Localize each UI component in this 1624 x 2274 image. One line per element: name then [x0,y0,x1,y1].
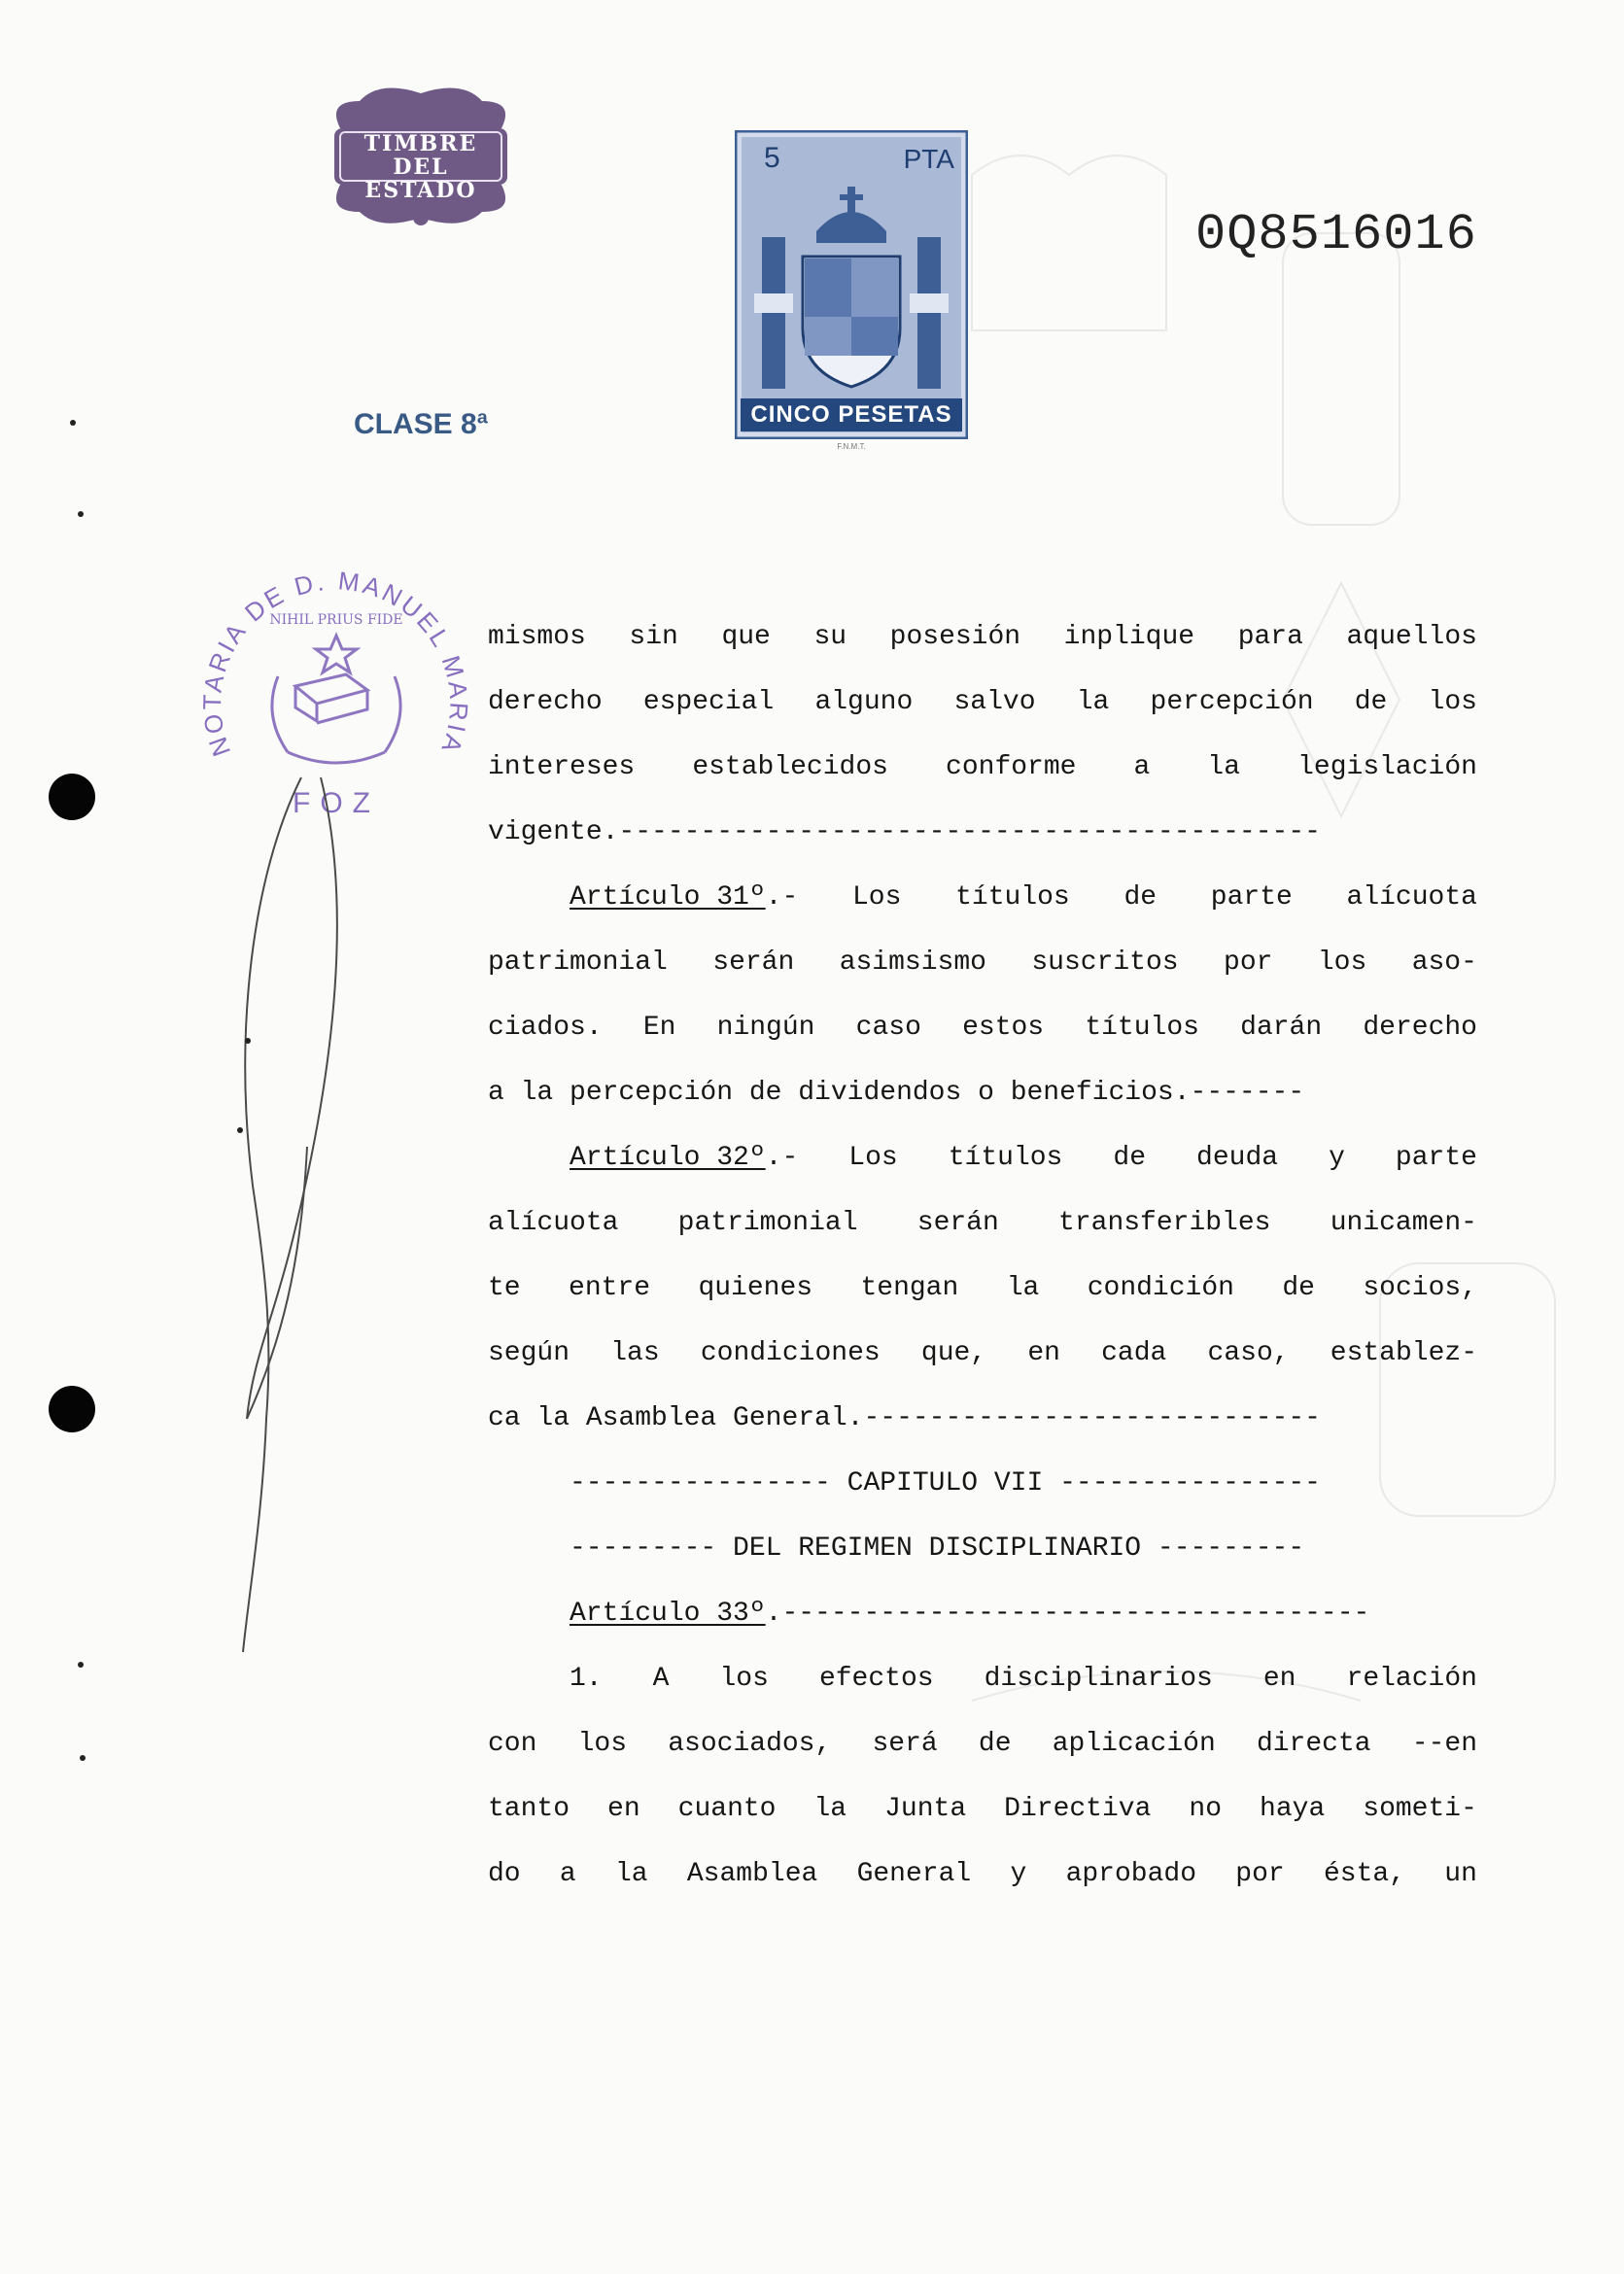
word: la [1076,687,1110,717]
word: haya [1260,1794,1326,1824]
article-32-title: Artículo 32º [570,1143,766,1173]
seal-motto: NIHIL PRIUS FIDE [269,612,403,628]
timbre-del-estado-emblem [321,86,521,229]
document-body [488,604,1477,1907]
word: General [856,1859,972,1889]
stamp-mint: F.N.M.T. [837,442,866,451]
word: que [721,622,771,652]
word: títulos [1085,1013,1199,1043]
word: salvo [953,687,1036,717]
article-32-line: Artículo 32º.- Los títulos de deuda y parte [570,1143,1477,1173]
word: los [719,1664,769,1694]
word: con [488,1729,537,1759]
word: directa [1256,1729,1371,1759]
text-line: a la percepción de dividendos o beneficios.------- [488,1078,1305,1108]
margin-mark [245,1038,251,1044]
word: tengan [860,1273,959,1303]
word: suscritos [1031,948,1179,978]
chapter-title: --------- DEL REGIMEN DISCIPLINARIO --------- [570,1533,1305,1564]
word: serán [712,948,795,978]
word: patrimonial [488,948,668,978]
word: que, [920,1338,987,1368]
word: aquellos [1346,622,1477,652]
word: En [642,1013,676,1043]
word: los [577,1729,628,1759]
word: en [1262,1664,1296,1694]
signature [214,739,408,1671]
word: sin [629,622,678,652]
word: efectos [818,1664,934,1694]
article-33-title: Artículo 33º [570,1599,766,1629]
word: someti- [1363,1794,1477,1824]
stamp-name: CINCO PESETAS [741,398,962,431]
seal-ring-text: NOTARIA DE D. MANUEL MARIA [197,566,474,761]
word: la [1006,1273,1040,1303]
chapter-heading: ---------------- CAPITULO VII ---------------- [570,1468,1321,1499]
word: su [813,622,847,652]
word: do [488,1859,521,1889]
stamp-currency: PTA [903,144,954,174]
word: transferibles [1058,1208,1271,1238]
word: la [1207,752,1241,782]
margin-mark [78,511,84,517]
word: en [607,1794,640,1824]
coat-of-arms-icon [735,130,968,439]
word: condiciones [700,1338,881,1368]
word: los [1317,948,1367,978]
word: tanto [488,1794,570,1824]
word: por [1235,1859,1285,1889]
word: derecho [1363,1013,1477,1043]
word: cuanto [677,1794,777,1824]
margin-mark [237,1127,243,1133]
text-line [488,670,1477,735]
text-line [488,1646,1477,1711]
text-line [488,930,1477,995]
word: unicamen- [1330,1208,1477,1238]
svg-text:NOTARIA DE D. MANUEL MARIA ROM [190,540,474,770]
word: intereses [488,752,636,782]
margin-mark [70,420,76,426]
text-line: ca la Asamblea General.---------------------------- [488,1403,1321,1433]
text-line [488,1776,1477,1842]
timbre-line1: TIMBRE [363,131,478,156]
word: Junta [884,1794,967,1824]
word: mismos [488,622,586,652]
word: por [1224,948,1273,978]
word: quienes [698,1273,813,1303]
word: te [488,1273,521,1303]
text-line [488,1711,1477,1776]
word: asimsismo [839,948,986,978]
word: conforme [946,752,1077,782]
word: ciados. [488,1013,603,1043]
word: alícuota [488,1208,619,1238]
text-line [488,1190,1477,1256]
text-line [488,604,1477,670]
word: derecho [488,687,603,717]
word: legislación [1297,752,1477,782]
word: condición [1087,1273,1234,1303]
word: --en [1411,1729,1477,1759]
word: especial [642,687,775,717]
text-line: vigente.------------------------------------------- [488,817,1321,847]
word: un [1444,1859,1477,1889]
word: alguno [814,687,914,717]
timbre-line2: DEL ESTADO [364,155,477,203]
word: de [1354,687,1388,717]
text-line [488,995,1477,1060]
article-33-line: Artículo 33º .------------------------------------ [488,1581,1477,1646]
binder-hole-bottom [49,1386,95,1432]
word: posesión [889,622,1021,652]
word: socios, [1363,1273,1477,1303]
word: entre [569,1273,651,1303]
word: patrimonial [677,1208,858,1238]
word: asociados, [668,1729,832,1759]
word: establez- [1330,1338,1477,1368]
word: aprobado [1065,1859,1196,1889]
serial-number: 0Q8516016 [1195,206,1477,263]
word: será [872,1729,938,1759]
word: 1. [570,1664,603,1694]
word: establecidos [692,752,888,782]
word: percepción [1150,687,1314,717]
word: darán [1240,1013,1323,1043]
word: aso- [1411,948,1477,978]
paper-class: CLASE 8ª [354,408,488,440]
word: para [1237,622,1303,652]
word: a [1133,752,1151,782]
binder-hole-top [49,774,95,820]
word: los [1428,687,1477,717]
word: la [614,1859,648,1889]
word: Asamblea [686,1859,818,1889]
word: ésta, [1323,1859,1405,1889]
word: serán [916,1208,999,1238]
word: disciplinarios [984,1664,1213,1694]
word: caso [855,1013,921,1043]
stamp-value: 5 [764,142,780,174]
article-31-line: Artículo 31º.- Los títulos de parte alícuota [570,882,1477,913]
word: en [1027,1338,1060,1368]
word: A [652,1664,670,1694]
word: las [610,1338,660,1368]
article-31-title: Artículo 31º [570,882,766,913]
word: relación [1346,1664,1477,1694]
word: y [1010,1859,1027,1889]
word: no [1189,1794,1223,1824]
text-line [488,735,1477,800]
margin-mark [78,1662,84,1668]
word: caso, [1207,1338,1290,1368]
word: ningún [716,1013,815,1043]
word: Directiva [1004,1794,1152,1824]
word: estos [962,1013,1045,1043]
word: según [488,1338,570,1368]
text-line [488,1842,1477,1907]
word: la [813,1794,847,1824]
word: inplique [1063,622,1195,652]
text-line [488,1256,1477,1321]
margin-mark [80,1755,86,1761]
word: aplicación [1052,1729,1216,1759]
word: a [559,1859,576,1889]
tax-stamp [735,130,968,451]
word: de [1282,1273,1315,1303]
word: cada [1101,1338,1167,1368]
seal-place: FOZ [293,787,380,819]
word: de [978,1729,1012,1759]
text-line [488,1321,1477,1386]
